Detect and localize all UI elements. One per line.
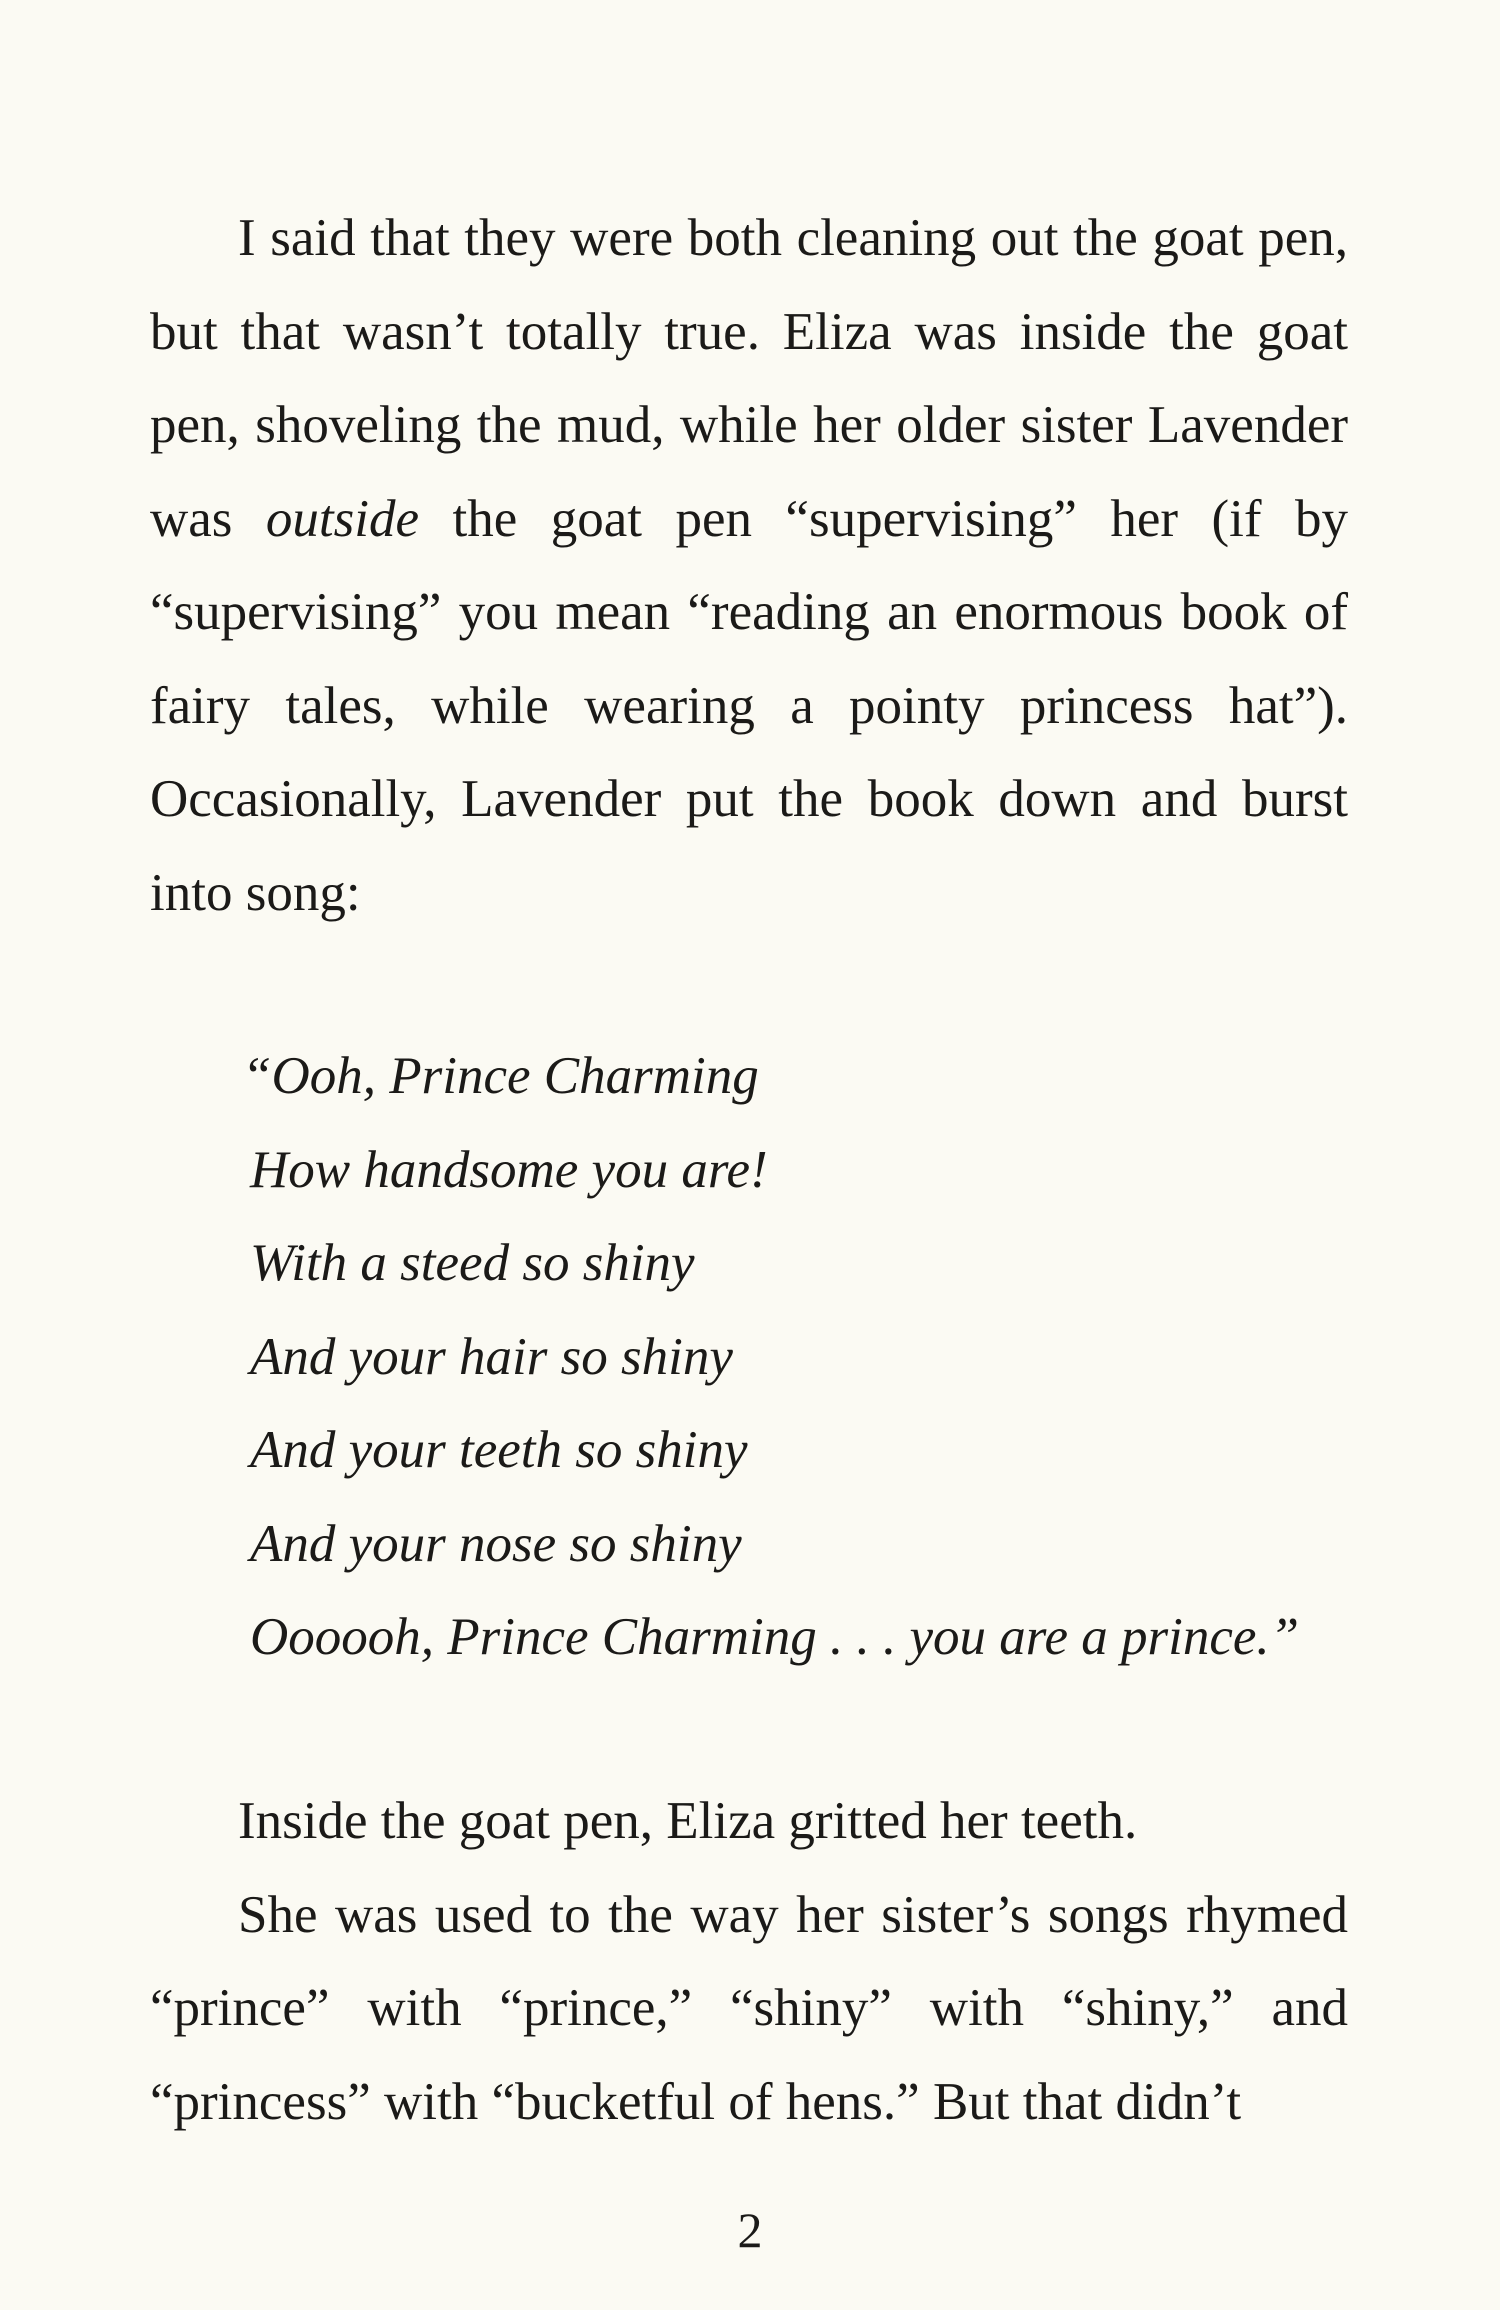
paragraph-2: Inside the goat pen, Eliza gritted her teeth. <box>238 1792 1138 1850</box>
song-line: And your nose so shiny <box>250 1514 742 1573</box>
closing-paragraph-block <box>150 1775 1348 2149</box>
song-line: And your hair so shiny <box>250 1327 733 1386</box>
paragraph-1 <box>150 192 1348 940</box>
song-line: “Ooh, Prince Charming <box>242 1047 759 1105</box>
song-verse <box>242 1030 1300 1685</box>
song-line: With a steed so shiny <box>250 1234 695 1292</box>
paragraph-1-text-end: the goat pen “supervising” her (if by “supervising” you mean “reading an enormous book of fairy tales, while wearing a pointy princess hat”). Occasionally, Lavender put the book down and burst into song: <box>150 489 1348 922</box>
song-line: Oooooh, Prince Charming . . . you are a prince.” <box>250 1608 1300 1666</box>
paragraph-1-text-start: I said that they were both cleaning out the goat pen, but that wasn’t totally true. Eliza was inside the goat pen, shoveling the mud, while her older sister Lavender was <box>150 209 1348 548</box>
paragraph-1-emphasis: outside <box>265 489 420 548</box>
song-line: And your teeth so shiny <box>250 1421 748 1479</box>
page-number: 2 <box>737 2202 763 2258</box>
song-line: How handsome you are! <box>250 1140 768 1199</box>
opening-paragraph-block <box>150 192 1348 940</box>
paragraph-3: She was used to the way her sister’s songs rhymed “prince” with “prince,” “shiny” with “shiny,” and “princess” with “bucketful of hens.” But that didn’t <box>150 1885 1348 2131</box>
